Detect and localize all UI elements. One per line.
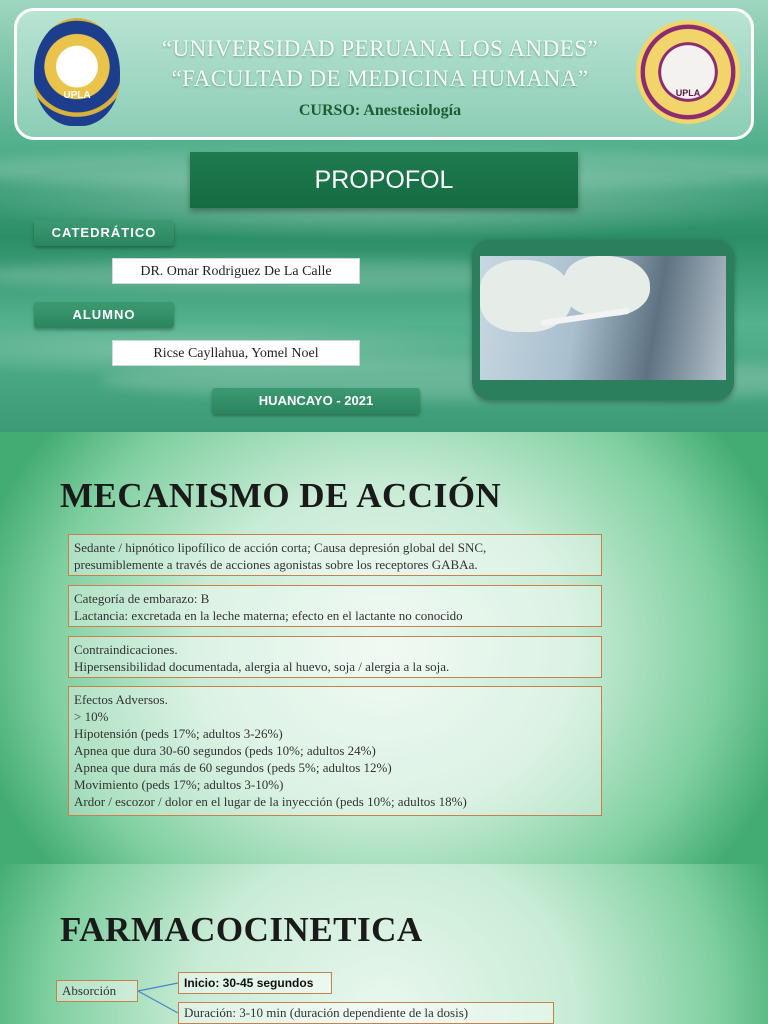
student-label: ALUMNO	[34, 302, 174, 328]
pregnancy-box	[68, 585, 602, 627]
box-line: Sedante / hipnótico lipofílico de acción corta; Causa depresión global del SNC,	[74, 540, 487, 555]
onset-box: Inicio: 30-45 segundos	[178, 972, 332, 994]
faculty-name: “FACULTAD DE MEDICINA HUMANA”	[171, 66, 589, 91]
mechanism-box	[68, 534, 602, 576]
faculty-logo-right	[636, 20, 740, 124]
box-line: Contraindicaciones.	[74, 642, 178, 657]
professor-name: DR. Omar Rodriguez De La Calle	[112, 258, 360, 284]
title-slide	[0, 0, 768, 432]
title-banner	[190, 152, 578, 208]
box-line: > 10%	[74, 709, 109, 724]
logo-left-text: UPLA	[63, 90, 91, 101]
box-line: Movimiento (peds 17%; adultos 3-10%)	[74, 777, 284, 792]
city-year: HUANCAYO - 2021	[212, 388, 420, 414]
professor-label: CATEDRÁTICO	[34, 220, 174, 246]
duration-box: Duración: 3-10 min (duración dependiente de la dosis)	[178, 1002, 554, 1024]
university-logo-left	[34, 18, 120, 126]
logo-right-text: UPLA	[675, 88, 701, 98]
contraindications-box	[68, 636, 602, 678]
absorption-box: Absorción	[56, 980, 138, 1002]
pharmacokinetics-title: FARMACOCINETICA	[60, 910, 423, 949]
box-line: Ardor / escozor / dolor en el lugar de la inyección (peds 10%; adultos 18%)	[74, 794, 467, 809]
box-line: Categoría de embarazo: B	[74, 591, 210, 606]
connector-onset	[138, 983, 178, 991]
course-prefix: CURSO:	[298, 102, 364, 119]
mechanism-slide	[0, 432, 768, 864]
photo-frame	[472, 240, 734, 400]
box-line: Apnea que dura 30-60 segundos (peds 10%; adultos 24%)	[74, 743, 376, 758]
pharmacokinetics-slide	[0, 864, 768, 1024]
injection-photo	[480, 256, 726, 380]
course-name: Anestesiología	[363, 102, 462, 119]
box-line: Apnea que dura más de 60 segundos (peds 5%; adultos 12%)	[74, 760, 392, 775]
adverse-effects-box	[68, 686, 602, 816]
connector-duration	[138, 991, 178, 1013]
course-line	[120, 102, 640, 120]
university-name: “UNIVERSIDAD PERUANA LOS ANDES”	[161, 36, 599, 61]
box-line: Efectos Adversos.	[74, 692, 168, 707]
mechanism-title: MECANISMO DE ACCIÓN	[60, 476, 502, 515]
box-line: Lactancia: excretada en la leche materna; efecto en el lactante no conocido	[74, 608, 463, 623]
glove-right-shape	[564, 256, 650, 316]
box-line: Hipersensibilidad documentada, alergia al huevo, soja / alergia a la soja.	[74, 659, 450, 674]
box-line: presumiblemente a través de acciones agonistas sobre los receptores GABAa.	[74, 557, 478, 572]
box-line: Hipotensión (peds 17%; adultos 3-26%)	[74, 726, 283, 741]
student-name: Ricse Cayllahua, Yomel Noel	[112, 340, 360, 366]
slide-title: PROPOFOL	[314, 166, 454, 194]
